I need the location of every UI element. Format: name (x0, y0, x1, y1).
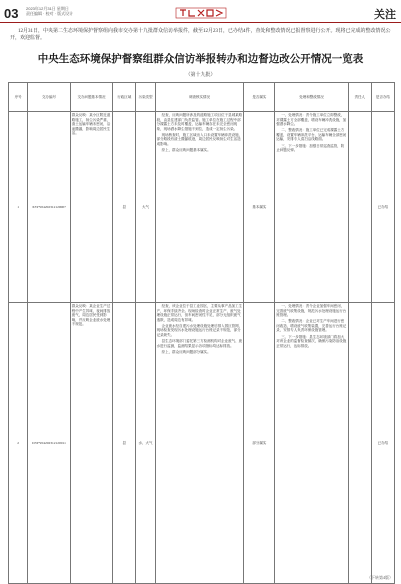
row-issue: 群众反映：某企业生产过程中产生异味，夜间排放废气，周边居民受到影响，并反映企业废水处理不规范。 (70, 303, 112, 584)
col-header: 是否属实 (244, 83, 275, 112)
issue-meta (26, 6, 73, 16)
handling-paragraph: 二、整改情况：施工单位已完成裸露土方覆盖，设置车辆冲洗平台，运输车辆全部密闭运输，安排专人清扫沿线路面。 (276, 128, 347, 142)
row-completed: 已办结 (371, 112, 394, 303)
handling-paragraph: 三、下一步措施：县生态环境部门将加大对该企业的监督检查频次，确保污染防治设施正常运行，达标排放。 (276, 334, 347, 348)
continuation-note: （下转第4版） (367, 575, 393, 580)
page-header (0, 0, 401, 30)
row-code: D3YY04202312120011 (28, 303, 70, 584)
col-header: 污染类型 (136, 83, 155, 112)
handling-paragraph: 一、处理情况：责令企业加强车间密闭，完善废气收集设施，规范污水处理设施运行台账管理。 (276, 304, 347, 318)
handling-paragraph: 三、下一步措施：加强日常巡查监管，防止问题反弹。 (276, 143, 345, 153)
header-divider (0, 22, 401, 23)
section-title: 关注 (374, 8, 396, 21)
investigation-paragraph: 县生态环境部门委托第三方检测机构对企业废气、废水进行监测，监测结果显示各项指标均达标排放。 (156, 339, 243, 348)
col-header: 责任人 (348, 83, 371, 112)
table-row (9, 303, 395, 584)
table-header-row (9, 83, 395, 112)
row-investigation (155, 112, 244, 303)
row-handling (275, 112, 348, 303)
row-index: 2 (9, 303, 28, 584)
row-completed: 已办结 (371, 303, 394, 584)
row-code: X3YY04202312120007 (28, 112, 70, 303)
row-verified: 基本属实 (244, 112, 275, 303)
row-handling (275, 303, 348, 584)
investigation-paragraph: 现场核查时，施工区域出入口未设置车辆冲洗设施，部分路段有渣土撒漏痕迹，周边居民反映扬尘对生活造成影响。 (156, 132, 243, 147)
col-header: 行政区域 (113, 83, 136, 112)
table-row (9, 112, 395, 303)
investigation-paragraph: 企业废水经自建污水处理设施处理后排入园区管网，现场检查发现污水处理设施运行台账记录不规范，部分记录缺失。 (156, 323, 243, 338)
col-header: 是否办结 (371, 83, 394, 112)
row-responsible (348, 303, 371, 584)
meta-line: 责任编辑 · 校对 · 版式设计 (26, 11, 74, 16)
col-header: 调查核实情况 (155, 83, 244, 112)
row-type: 水、大气 (136, 303, 155, 584)
investigation-paragraph: 经查，该企业位于县工业园区，主要从事产品加工生产，环保手续齐全。现场检查时企业正常生产，废气处理设施正常运行，但车间密闭性不足，部分无组织废气逸散，造成周边有异味。 (156, 304, 243, 322)
row-responsible (348, 112, 371, 303)
meta-line: 2023年12月31日 星期日 (26, 6, 69, 11)
petition-table (8, 82, 395, 584)
col-header: 交办编号 (28, 83, 70, 112)
row-type: 大气 (136, 112, 155, 303)
investigation-paragraph: 综上，群众反映问题基本属实。 (161, 148, 211, 153)
handling-paragraph: 二、整改情况：企业已对生产车间进行密闭改造，增设废气收集装置，完善运行台账记录，安排专人负责环保设施管理。 (276, 319, 347, 333)
col-header: 序号 (9, 83, 28, 112)
page-title: 中央生态环境保护督察组群众信访举报转办和边督边改公开情况一览表 (37, 53, 364, 65)
row-verified: 部分属实 (244, 303, 275, 584)
row-index: 1 (9, 112, 28, 303)
intro-paragraph: 12月31日，中央第二生态环境保护督察组向我市交办第十九批群众信访举报件，截至12月23日，已办结4件，查处和整改情况已报督察进行公开。现将已完成的整改情况公开，欢迎监督。 (10, 29, 391, 41)
page-subtitle: （第十九批） (185, 73, 216, 78)
row-district: 县 (113, 303, 136, 584)
col-header: 处理和整改情况 (275, 83, 348, 112)
row-district: 县 (113, 112, 136, 303)
investigation-paragraph: 经查，反映问题所涉及的道路施工项目位于县城某路段，由县住建部门负责监管。施工单位在施工过程中部分裸露土方未及时覆盖，运输车辆存在未完全密闭现象，现场洒水降尘措施不到位，造成一定扬尘污染。 (156, 113, 243, 131)
row-investigation (155, 303, 244, 584)
newspaper-logo (175, 7, 227, 19)
row-issue: 群众反映：某小区附近道路施工，扬尘污染严重，渣土运输车辆未密闭，沿途撒漏，影响周边居民生活。 (70, 112, 112, 303)
page-number: 03 (4, 6, 19, 21)
investigation-paragraph: 综上，群众反映问题部分属实。 (161, 349, 211, 354)
handling-paragraph: 一、处理情况：责令施工单位立即整改，对裸露土方全部覆盖，增设车辆冲洗设施，加强洒水降尘。 (276, 113, 347, 127)
col-header: 交办问题基本情况 (70, 83, 112, 112)
